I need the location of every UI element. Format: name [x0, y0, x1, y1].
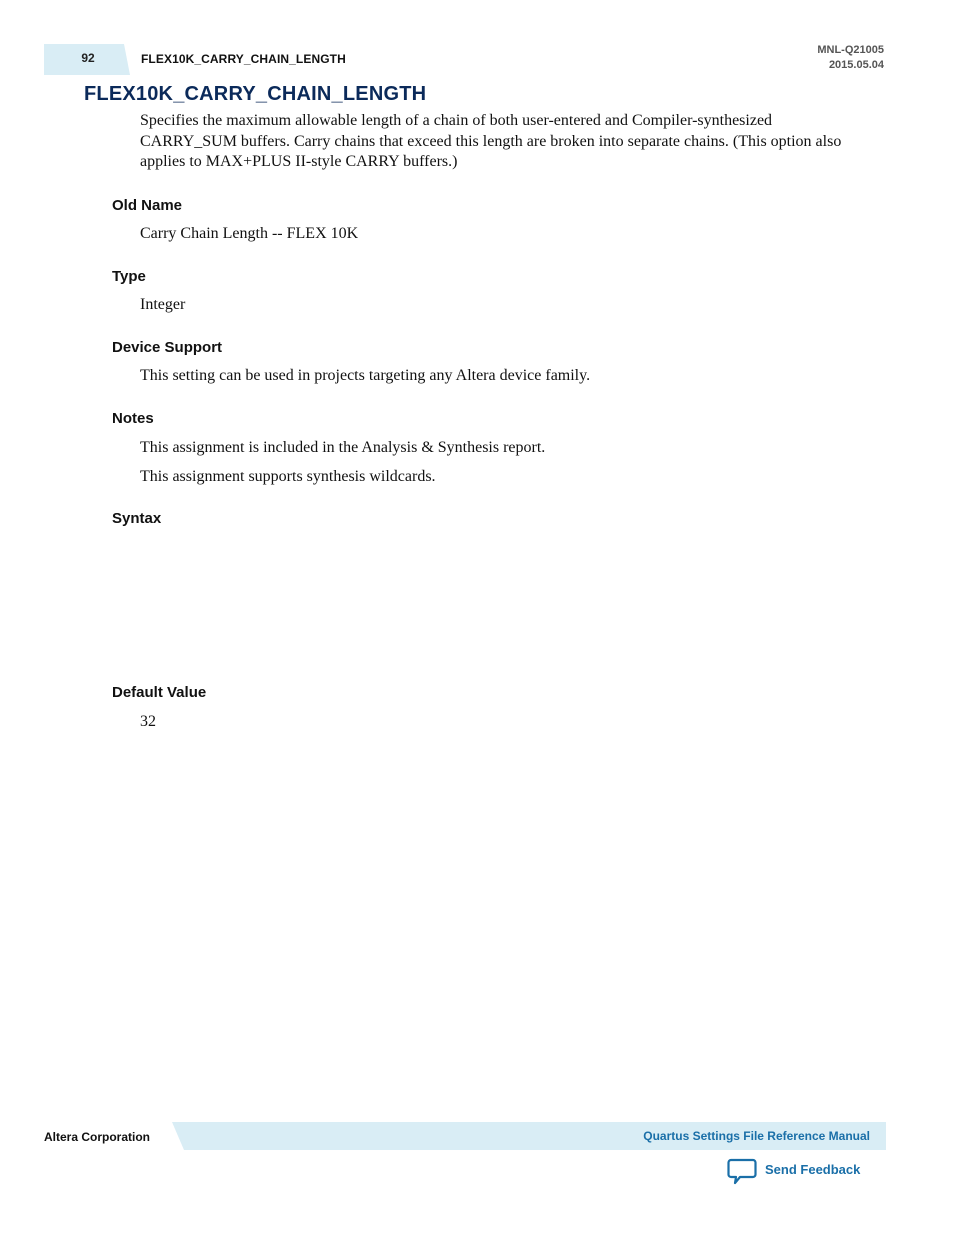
- device-support-value: This setting can be used in projects targeting any Altera device family.: [140, 367, 591, 384]
- section-title: FLEX10K_CARRY_CHAIN_LENGTH: [84, 83, 427, 105]
- old-name-heading: Old Name: [112, 197, 183, 214]
- notes-heading: Notes: [112, 410, 154, 427]
- default-value: 32: [140, 713, 156, 730]
- page-number: 92: [81, 51, 95, 65]
- running-title: FLEX10K_CARRY_CHAIN_LENGTH: [141, 52, 346, 66]
- notes-item: This assignment is included in the Analysis & Synthesis report.: [140, 439, 546, 456]
- speech-bubble-icon: [727, 1158, 757, 1191]
- notes-item: This assignment supports synthesis wildcards.: [140, 468, 436, 485]
- send-feedback-label: Send Feedback: [765, 1162, 861, 1177]
- document-date: 2015.05.04: [828, 59, 884, 71]
- type-value: Integer: [140, 296, 186, 313]
- send-feedback-button[interactable]: [727, 1158, 860, 1188]
- type-heading: Type: [112, 268, 146, 285]
- manual-link[interactable]: Quartus Settings File Reference Manual: [643, 1129, 870, 1143]
- document-id: MNL-Q21005: [817, 44, 884, 56]
- document-id-block: [817, 43, 884, 73]
- footer-company: Altera Corporation: [44, 1130, 151, 1144]
- syntax-heading: Syntax: [112, 510, 162, 527]
- section-description: Specifies the maximum allowable length of a chain of both user-entered and Compiler-synthesized CARRY_SUM buffers. Carry chains that exceed this length are broken into separate chains. (This option also applies to MAX+PLUS II-style CARRY buffers.): [140, 112, 842, 170]
- device-support-heading: Device Support: [112, 339, 223, 356]
- default-value-heading: Default Value: [112, 684, 207, 701]
- old-name-value: Carry Chain Length -- FLEX 10K: [140, 225, 359, 242]
